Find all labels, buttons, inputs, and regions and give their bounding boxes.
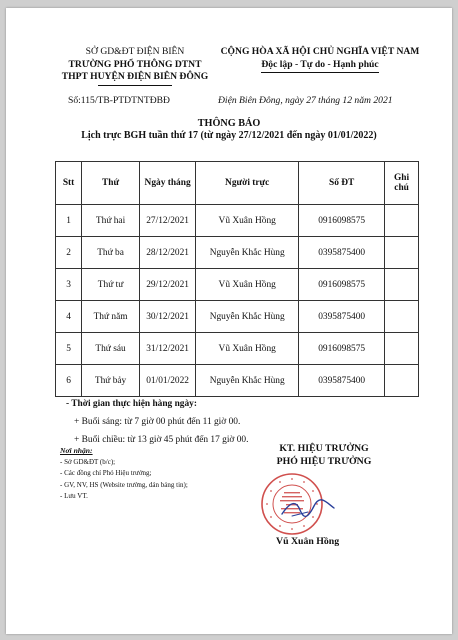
recipient-item: - GV, NV, HS (Website trường, dán bảng tin);	[60, 480, 188, 489]
table-cell: 0395875400	[299, 365, 385, 397]
table-row	[56, 365, 419, 397]
table-row	[56, 333, 419, 365]
table-header-row	[56, 162, 419, 205]
document-date: Điện Biên Đông, ngày 27 tháng 12 năm 2021	[218, 95, 393, 106]
issuer-district: THPT HUYỆN ĐIỆN BIÊN ĐÔNG	[61, 71, 209, 82]
table-cell: Vũ Xuân Hồng	[196, 333, 299, 365]
column-header: Thứ	[82, 162, 140, 205]
recipient-item: - Sở GD&ĐT (b/c);	[60, 457, 116, 466]
column-header: Ghi chú	[385, 162, 419, 205]
national-title: CỘNG HÒA XÃ HỘI CHỦ NGHĨA VIỆT NAM	[220, 46, 420, 57]
table-cell: Thứ ba	[82, 237, 140, 269]
table-cell: Nguyễn Khắc Hùng	[196, 237, 299, 269]
notes-heading: - Thời gian thực hiện hàng ngày:	[66, 399, 197, 409]
table-row	[56, 301, 419, 333]
table-cell: Thứ hai	[82, 205, 140, 237]
table-cell: 01/01/2022	[139, 365, 195, 397]
issuer-underline	[98, 85, 172, 86]
issuer-school: TRƯỜNG PHỔ THÔNG DTNT	[68, 58, 202, 70]
column-header: Số ĐT	[299, 162, 385, 205]
table-cell: 28/12/2021	[139, 237, 195, 269]
table-row	[56, 205, 419, 237]
national-header	[211, 46, 429, 73]
issuer-department: SỞ GD&ĐT ĐIỆN BIÊN	[85, 46, 185, 57]
table-cell	[385, 301, 419, 333]
table-row	[56, 237, 419, 269]
signature-line2: PHÓ HIỆU TRƯỞNG	[276, 456, 372, 467]
column-header: Người trực	[196, 162, 299, 205]
table-cell: Nguyễn Khắc Hùng	[196, 365, 299, 397]
table-cell: 5	[56, 333, 82, 365]
recipient-item: - Lưu VT.	[60, 492, 88, 501]
signature-title	[254, 442, 394, 468]
table-cell: 27/12/2021	[139, 205, 195, 237]
table-cell	[385, 269, 419, 301]
signer-name: Vũ Xuân Hồng	[276, 536, 340, 547]
table-cell: 0916098575	[299, 269, 385, 301]
handwritten-signature	[278, 496, 338, 522]
table-cell: Thứ bảy	[82, 365, 140, 397]
afternoon-hours: + Buổi chiều: từ 13 giờ 45 phút đến 17 giờ 00.	[74, 435, 249, 445]
recipients-block	[60, 445, 188, 503]
table-cell: 6	[56, 365, 82, 397]
table-cell	[385, 333, 419, 365]
table-cell: 30/12/2021	[139, 301, 195, 333]
table-cell: 0395875400	[299, 301, 385, 333]
table-cell: 31/12/2021	[139, 333, 195, 365]
document-page	[6, 8, 452, 634]
national-motto: Độc lập - Tự do - Hạnh phúc	[261, 59, 378, 74]
table-cell: Vũ Xuân Hồng	[196, 205, 299, 237]
table-cell	[385, 237, 419, 269]
table-cell: 0395875400	[299, 237, 385, 269]
duty-hours-notes	[66, 395, 248, 449]
table-cell	[385, 205, 419, 237]
signature-line1: KT. HIỆU TRƯỞNG	[279, 443, 369, 454]
table-cell: 2	[56, 237, 82, 269]
document-subtitle: Lịch trực BGH tuần thứ 17 (từ ngày 27/12/2021 đến ngày 01/01/2022)	[81, 130, 377, 141]
table-cell: 1	[56, 205, 82, 237]
table-cell: Vũ Xuân Hồng	[196, 269, 299, 301]
table-row	[56, 269, 419, 301]
table-cell	[385, 365, 419, 397]
table-cell: 0916098575	[299, 205, 385, 237]
table-cell: 29/12/2021	[139, 269, 195, 301]
column-header: Stt	[56, 162, 82, 205]
table-cell: Nguyễn Khắc Hùng	[196, 301, 299, 333]
table-cell: Thứ tư	[82, 269, 140, 301]
issuer-header	[50, 46, 220, 86]
recipient-item: - Các đồng chí Phó Hiệu trưởng;	[60, 469, 152, 478]
document-title: THÔNG BÁO	[197, 118, 261, 129]
column-header: Ngày tháng	[139, 162, 195, 205]
table-cell: Thứ sáu	[82, 333, 140, 365]
table-cell: 0916098575	[299, 333, 385, 365]
document-number: Số:115/TB-PTDTNTĐBĐ	[68, 95, 170, 106]
duty-schedule-table	[55, 161, 419, 397]
table-cell: Thứ năm	[82, 301, 140, 333]
recipients-label: Nơi nhận:	[60, 446, 93, 455]
table-cell: 4	[56, 301, 82, 333]
morning-hours: + Buổi sáng: từ 7 giờ 00 phút đến 11 giờ 00.	[74, 417, 241, 427]
table-cell: 3	[56, 269, 82, 301]
